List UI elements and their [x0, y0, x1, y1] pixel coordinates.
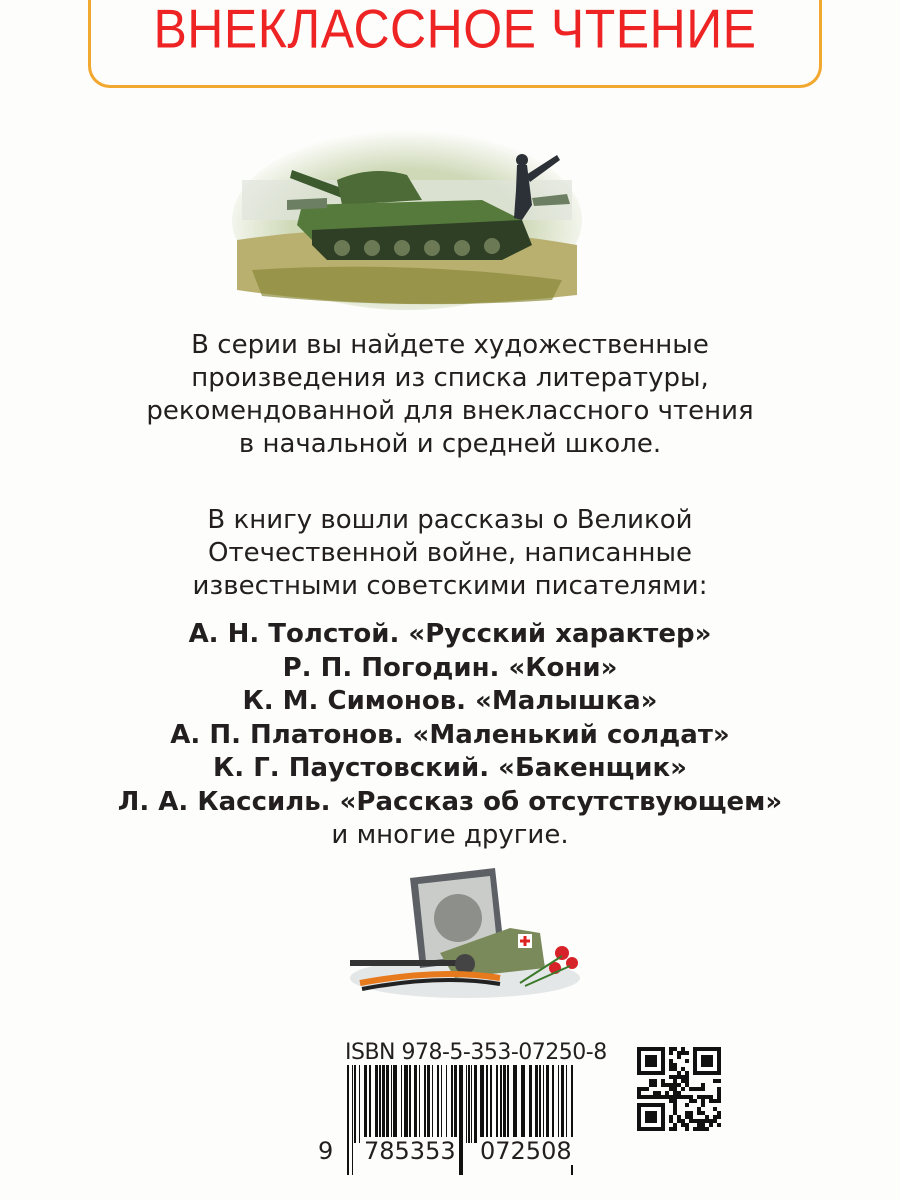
qr-module: [677, 1119, 681, 1123]
qr-module: [701, 1119, 705, 1123]
barcode-bar: [409, 1065, 411, 1143]
barcode-bar: [401, 1065, 402, 1143]
barcode-bar: [471, 1065, 472, 1143]
qr-module: [665, 1095, 669, 1099]
qr-module: [669, 1075, 673, 1079]
qr-module: [717, 1095, 721, 1099]
barcode-bar: [503, 1065, 506, 1143]
qr-module: [681, 1075, 685, 1079]
barcode-bar: [496, 1065, 498, 1143]
barcode-bar: [500, 1065, 502, 1143]
qr-module: [685, 1123, 689, 1127]
qr-module: [697, 1127, 701, 1131]
qr-module: [673, 1123, 677, 1127]
qr-module: [669, 1067, 673, 1071]
contents-line: Отечественной войне, написанные: [207, 538, 693, 568]
qr-module: [677, 1095, 681, 1099]
stories-footer: и многие другие.: [331, 820, 569, 850]
qr-finder: [645, 1111, 657, 1123]
barcode-bar: [441, 1065, 442, 1143]
qr-module: [705, 1095, 709, 1099]
qr-module: [681, 1051, 685, 1055]
barcode-bar: [480, 1065, 484, 1143]
qr-module: [693, 1087, 697, 1091]
qr-module: [685, 1111, 689, 1115]
barcode-bar: [382, 1065, 385, 1143]
barcode-bar: [354, 1065, 356, 1143]
qr-module: [649, 1079, 653, 1083]
barcode-bar: [513, 1065, 517, 1143]
qr-module: [673, 1127, 677, 1131]
qr-module: [645, 1095, 649, 1099]
barcode-bar: [375, 1065, 378, 1143]
qr-module: [657, 1095, 661, 1099]
description-line: произведения из списка литературы,: [191, 363, 709, 393]
qr-module: [701, 1087, 705, 1091]
barcode-bar: [474, 1065, 477, 1143]
qr-module: [673, 1087, 677, 1091]
qr-module: [693, 1127, 697, 1131]
qr-module: [673, 1063, 677, 1067]
barcode-bar: [454, 1065, 457, 1143]
barcode-bar: [386, 1065, 389, 1143]
contents-line: В книгу вошли рассказы о Великой: [207, 505, 693, 535]
qr-module: [673, 1103, 677, 1107]
qr-module: [665, 1091, 669, 1095]
qr-module: [685, 1051, 689, 1055]
contents-intro: [0, 504, 900, 603]
qr-module: [673, 1079, 677, 1083]
series-banner: [88, 0, 822, 88]
qr-module: [673, 1091, 677, 1095]
qr-module: [697, 1111, 701, 1115]
qr-module: [637, 1095, 641, 1099]
qr-module: [673, 1075, 677, 1079]
qr-module: [697, 1107, 701, 1111]
qr-module: [669, 1087, 673, 1091]
barcode-bar: [552, 1065, 554, 1143]
qr-module: [677, 1115, 681, 1119]
qr-module: [673, 1095, 677, 1099]
qr-module: [641, 1087, 645, 1091]
qr-module: [713, 1119, 717, 1123]
qr-module: [657, 1091, 661, 1095]
barcode-bar: [558, 1065, 559, 1143]
qr-module: [681, 1087, 685, 1091]
barcode-bar: [437, 1065, 439, 1143]
qr-module: [685, 1071, 689, 1075]
qr-module: [705, 1127, 709, 1131]
qr-module: [685, 1127, 689, 1131]
qr-module: [681, 1095, 685, 1099]
contents-line: известными советскими писателями:: [192, 571, 708, 601]
qr-module: [685, 1079, 689, 1083]
qr-module: [637, 1087, 641, 1091]
barcode-bar: [369, 1065, 371, 1143]
qr-module: [701, 1103, 705, 1107]
barcode-digit-first: 9: [318, 1137, 334, 1165]
barcode-bar: [427, 1065, 430, 1143]
barcode-digits-right: 072508: [480, 1137, 572, 1165]
barcode-bar: [539, 1065, 541, 1143]
description-line: рекомендованной для внеклассного чтения: [146, 396, 754, 426]
qr-module: [705, 1119, 709, 1123]
qr-module: [681, 1047, 685, 1051]
series-title: ВНЕКЛАССНОЕ ЧТЕНИЕ: [153, 0, 757, 60]
barcode-bar: [466, 1065, 467, 1143]
qr-module: [645, 1087, 649, 1091]
qr-module: [689, 1099, 693, 1103]
story-item: К. М. Симонов. «Малышка»: [242, 686, 658, 716]
qr-module: [689, 1095, 693, 1099]
barcode-bar: [424, 1065, 426, 1143]
tank-illustration: [232, 120, 582, 310]
barcode-bar: [521, 1065, 525, 1143]
qr-module: [673, 1099, 677, 1103]
qr-module: [717, 1087, 721, 1091]
qr-finder: [701, 1055, 713, 1067]
barcode-bar: [446, 1065, 447, 1143]
qr-module: [669, 1063, 673, 1067]
description-line: в начальной и средней школе.: [238, 429, 662, 459]
barcode-digits-left: 785353: [364, 1137, 456, 1165]
qr-module: [669, 1083, 673, 1087]
qr-module: [673, 1047, 677, 1051]
qr-module: [713, 1115, 717, 1119]
barcode-bar: [393, 1065, 397, 1143]
qr-module: [685, 1095, 689, 1099]
qr-module: [709, 1095, 713, 1099]
qr-module: [701, 1099, 705, 1103]
barcode-bar: [432, 1065, 433, 1143]
qr-module: [693, 1099, 697, 1103]
qr-module: [653, 1083, 657, 1087]
qr-module: [709, 1123, 713, 1127]
qr-module: [669, 1099, 673, 1103]
barcode-bar: [561, 1065, 564, 1143]
qr-module: [653, 1079, 657, 1083]
barcode-bar: [459, 1065, 463, 1175]
qr-module: [677, 1071, 681, 1075]
barcode-bar: [486, 1065, 488, 1143]
qr-module: [665, 1083, 669, 1087]
qr-module: [669, 1047, 673, 1051]
qr-module: [669, 1095, 673, 1099]
barcode-bar: [419, 1065, 420, 1143]
qr-module: [681, 1079, 685, 1083]
qr-module: [717, 1115, 721, 1119]
qr-module: [669, 1115, 673, 1119]
qr-module: [709, 1119, 713, 1123]
qr-module: [685, 1075, 689, 1079]
series-description: [0, 329, 900, 461]
qr-module: [713, 1099, 717, 1103]
qr-module: [701, 1127, 705, 1131]
qr-module: [697, 1123, 701, 1127]
barcode-bar: [566, 1065, 567, 1143]
qr-module: [701, 1095, 705, 1099]
qr-module: [705, 1115, 709, 1119]
qr-module: [697, 1119, 701, 1123]
qr-module: [717, 1091, 721, 1095]
qr-module: [673, 1111, 677, 1115]
barcode-bar: [347, 1065, 349, 1175]
qr-module: [661, 1083, 665, 1087]
barcode-bar: [379, 1065, 381, 1143]
qr-module: [653, 1091, 657, 1095]
qr-module: [701, 1123, 705, 1127]
qr-module: [717, 1111, 721, 1115]
qr-module: [669, 1127, 673, 1131]
description-line: В серии вы найдете художественные: [191, 330, 709, 360]
story-item: К. Г. Паустовский. «Бакенщик»: [213, 753, 687, 783]
qr-module: [673, 1083, 677, 1087]
qr-module: [673, 1107, 677, 1111]
barcode-bar: [352, 1065, 353, 1175]
barcode-bar: [451, 1065, 453, 1143]
barcode-bar: [529, 1065, 532, 1143]
qr-module: [649, 1095, 653, 1099]
barcode-bar: [535, 1065, 538, 1143]
qr-module: [685, 1115, 689, 1119]
qr-module: [653, 1095, 657, 1099]
barcode-bar: [546, 1065, 549, 1143]
qr-module: [669, 1119, 673, 1123]
qr-module: [641, 1095, 645, 1099]
qr-module: [713, 1079, 717, 1083]
qr-module: [677, 1083, 681, 1087]
qr-module: [697, 1095, 701, 1099]
barcode-bar: [490, 1065, 492, 1143]
barcode-bar: [404, 1065, 408, 1143]
qr-module: [681, 1067, 685, 1071]
isbn-label: ISBN 978-5-353-07250-8: [345, 1040, 607, 1065]
qr-module: [689, 1087, 693, 1091]
qr-module: [685, 1103, 689, 1107]
barcode-bar: [391, 1065, 392, 1143]
qr-module: [693, 1119, 697, 1123]
story-list: [0, 618, 900, 853]
barcode-bar: [468, 1065, 470, 1143]
qr-module: [689, 1111, 693, 1115]
qr-module: [713, 1107, 717, 1111]
memorial-illustration: [340, 868, 590, 1003]
qr-code: [632, 1047, 726, 1131]
qr-module: [681, 1123, 685, 1127]
barcode-bar: [507, 1065, 509, 1143]
qr-module: [681, 1119, 685, 1123]
barcode-bar: [359, 1065, 360, 1143]
qr-module: [677, 1091, 681, 1095]
qr-module: [701, 1111, 705, 1115]
qr-module: [689, 1119, 693, 1123]
qr-module: [637, 1091, 641, 1095]
qr-module: [717, 1099, 721, 1103]
qr-module: [649, 1083, 653, 1087]
story-item: А. Н. Толстой. «Русский характер»: [188, 619, 712, 649]
story-item: А. П. Платонов. «Маленький солдат»: [170, 719, 730, 750]
qr-module: [689, 1115, 693, 1119]
qr-module: [669, 1051, 673, 1055]
qr-finder: [645, 1055, 657, 1067]
qr-module: [661, 1095, 665, 1099]
barcode-bar: [543, 1065, 544, 1143]
qr-module: [685, 1083, 689, 1087]
qr-module: [701, 1083, 705, 1087]
qr-module: [697, 1087, 701, 1091]
qr-module: [673, 1067, 677, 1071]
qr-module: [717, 1123, 721, 1127]
story-item: Р. П. Погодин. «Кони»: [282, 652, 618, 683]
qr-module: [709, 1099, 713, 1103]
barcode-bar: [414, 1065, 417, 1143]
qr-module: [677, 1075, 681, 1079]
qr-module: [685, 1059, 689, 1063]
qr-module: [677, 1055, 681, 1059]
qr-module: [717, 1079, 721, 1083]
qr-module: [669, 1059, 673, 1063]
barcode-bar: [364, 1065, 367, 1143]
qr-module: [661, 1079, 665, 1083]
story-item: Л. А. Кассиль. «Рассказ об отсутствующем»: [117, 786, 783, 817]
qr-module: [677, 1051, 681, 1055]
